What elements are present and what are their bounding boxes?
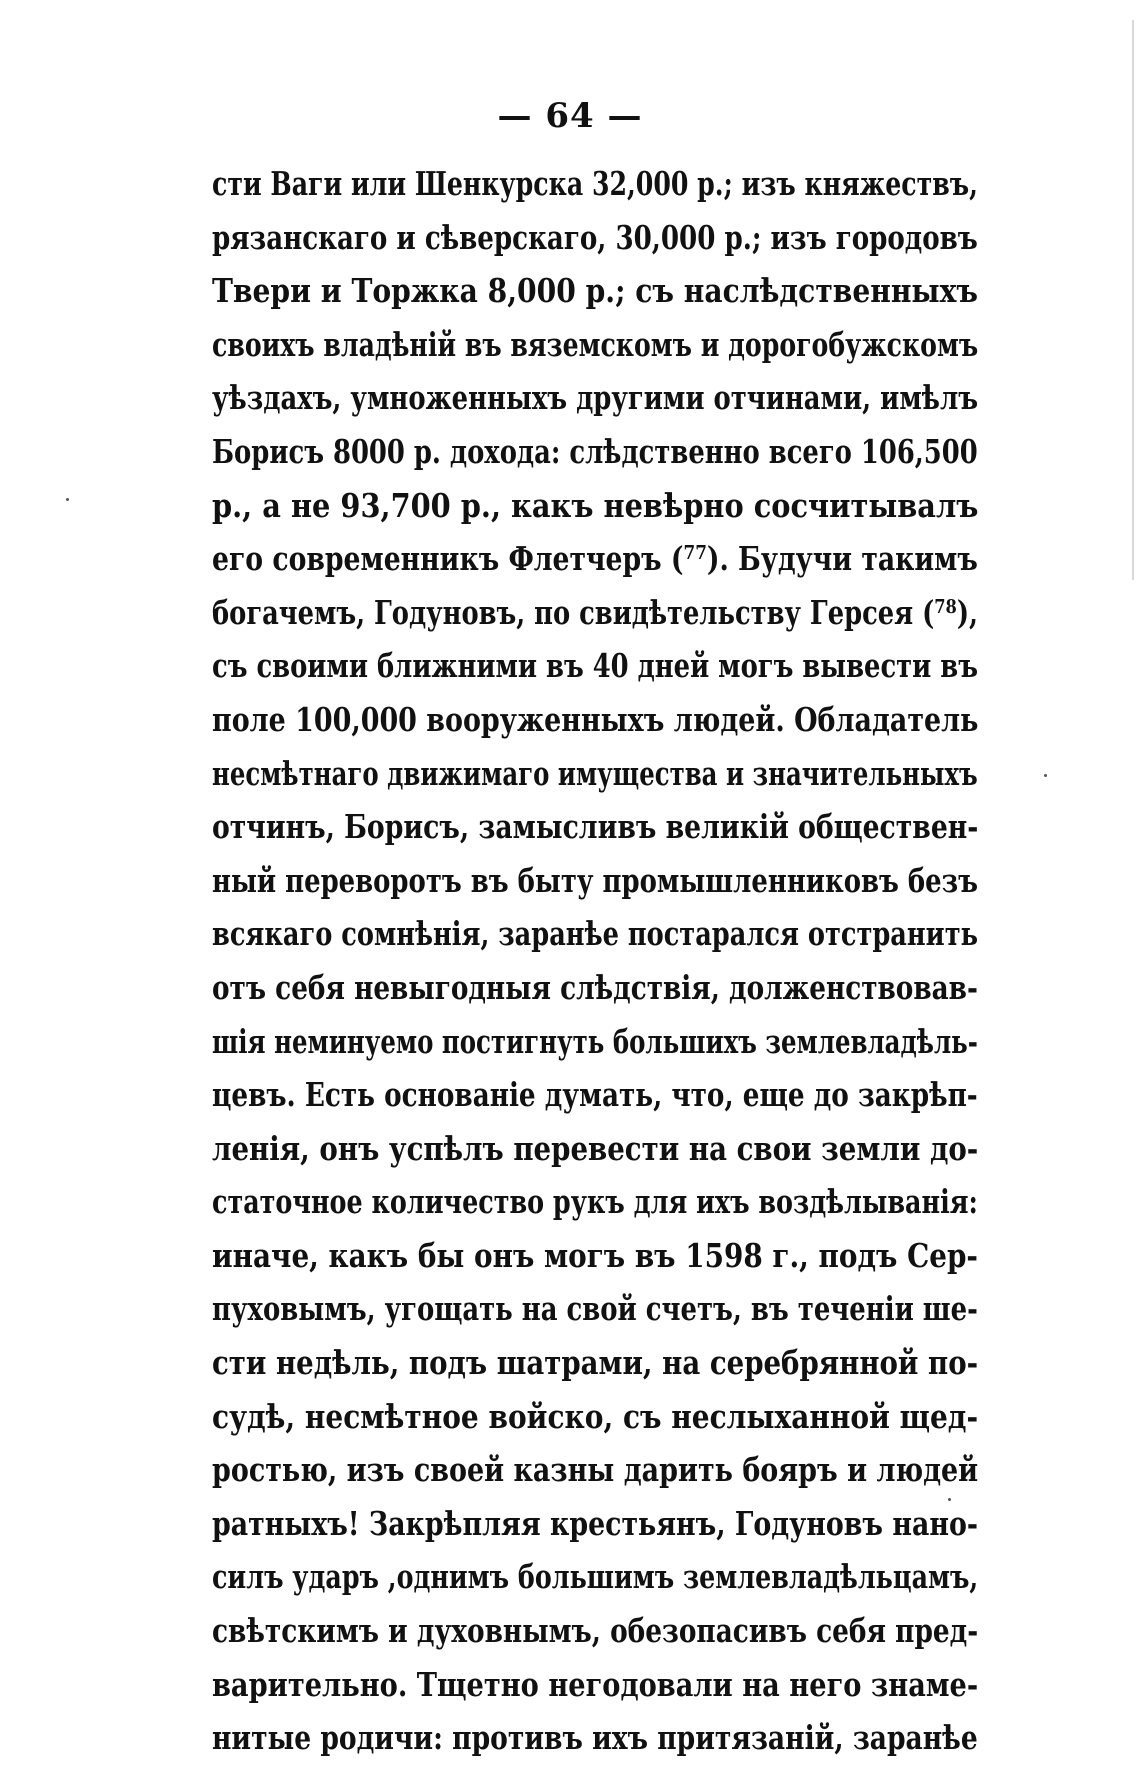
page-number: — 64 — [497,96,643,136]
text-line: судѣ, несмѣтное войско, съ неслыханной щед- [212,1396,979,1436]
text-line: его современникъ Флетчеръ (⁷⁷). Будучи такимъ [212,539,978,579]
text-line: статочное количество рукъ для ихъ воздѣлыванія: [212,1182,978,1222]
text-line: свѣтскимъ и духовнымъ, обезопасивъ себя пред- [212,1611,979,1651]
text-line: цевъ. Есть основаніе думать, что, еще до закрѣп- [212,1075,978,1115]
text-line: поле 100,000 вооруженныхъ людей. Обладатель [212,699,979,739]
text-line: нитые родичи: противъ ихъ притязаній, заранѣе [212,1718,978,1758]
print-speck [1044,774,1047,777]
text-line: варительно. Тщетно негодовали на него знаме- [212,1664,979,1704]
text-line: пуховымъ, угощать на свой счетъ, въ теченіи ше- [212,1289,978,1329]
text-line: ленія, онъ успѣлъ перевести на свои земли до- [212,1128,979,1168]
text-line: иначе, какъ бы онъ могъ въ 1598 г., подъ Сер- [212,1235,978,1275]
text-line: отчинъ, Борисъ, замысливъ великій обществен- [212,807,979,847]
text-line: отъ себя невыгодныя слѣдствія, долженствовав- [212,967,978,1007]
text-line: силъ ударъ ,однимъ большимъ землевладѣльцамъ, [212,1557,979,1597]
print-speck [66,498,69,501]
text-line: рязанскаго и сѣверскаго, 30,000 р.; изъ городовъ [212,217,978,257]
text-line: всякаго сомнѣнія, заранѣе постарался отстранить [212,914,978,954]
text-line: сти Ваги или Шенкурска 32,000 р.; изъ княжествъ, [212,164,978,203]
text-line: своихъ владѣній въ вяземскомъ и дорогобужскомъ [212,324,979,364]
text-line: шія неминуемо постигнуть большихъ землевладѣль- [212,1021,978,1061]
text-line: съ своими ближними въ 40 дней могъ вывести въ [212,646,978,686]
text-line: несмѣтнаго движимаго имущества и значительныхъ [212,753,978,793]
text-line: Борисъ 8000 р. дохода: слѣдственно всего 106,500 [212,431,978,471]
body-text [212,157,978,1765]
text-line: ный переворотъ въ быту промышленниковъ безъ [212,860,978,900]
text-line: уѣздахъ, умноженныхъ другими отчинами, имѣлъ [212,378,979,418]
text-line: Твери и Торжка 8,000 р.; съ наслѣдственныхъ [212,271,979,311]
text-line: ростью, изъ своей казны дарить бояръ и людей [212,1450,979,1490]
text-line: сти недѣль, подъ шатрами, на серебрянной по- [212,1343,979,1383]
text-line: богачемъ, Годуновъ, по свидѣтельству Герсея (⁷⁸), [212,592,978,632]
text-line: ратныхъ! Закрѣпляя крестьянъ, Годуновъ нано- [212,1503,978,1543]
text-line: р., а не 93,700 р., какъ невѣрно сосчитывалъ [212,485,979,525]
